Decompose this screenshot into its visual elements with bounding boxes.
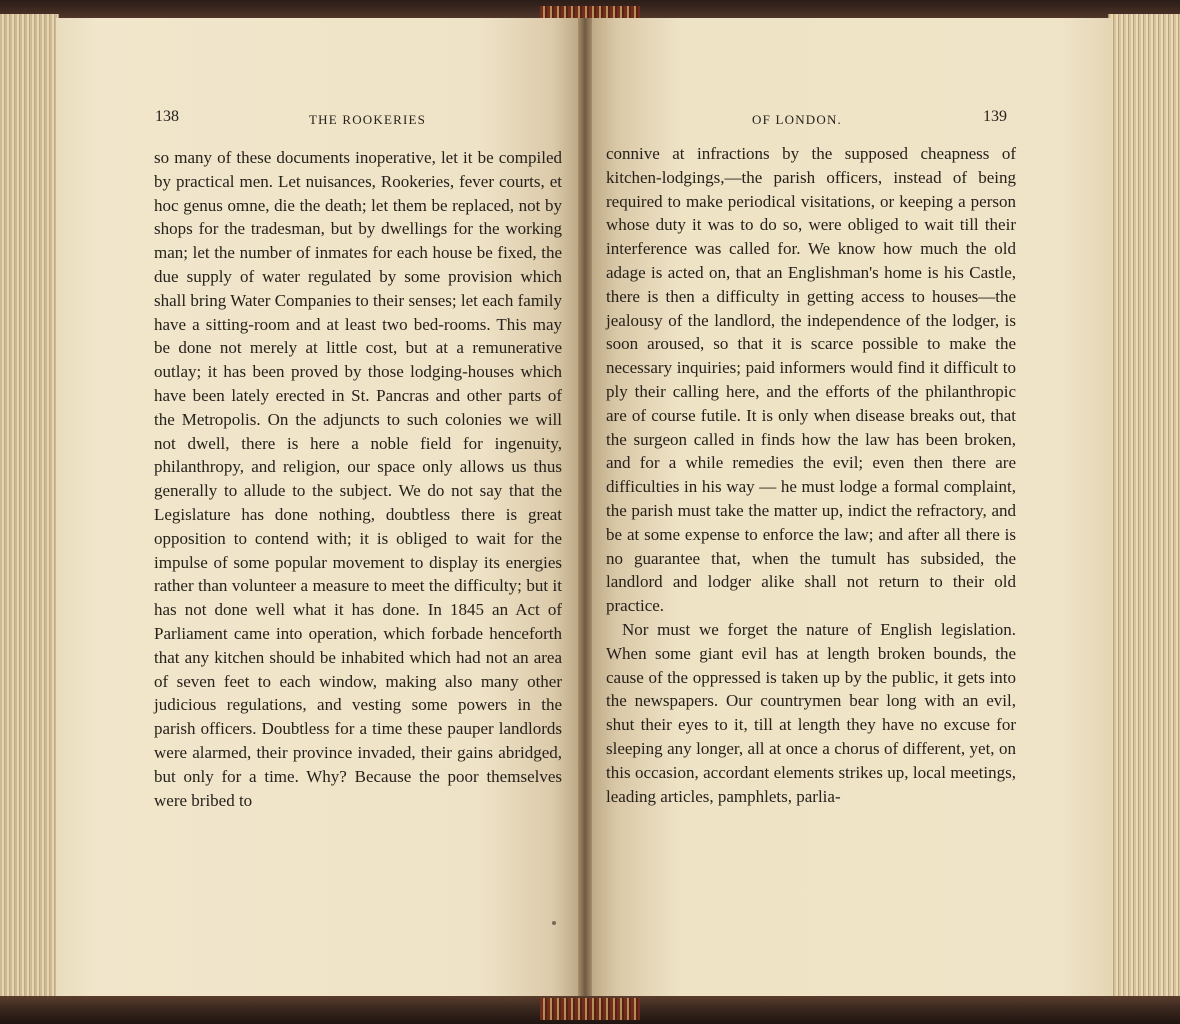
left-page [56,18,584,1004]
left-page-number: 138 [155,108,179,125]
right-running-head: OF LONDON. [752,112,842,127]
left-running-head: THE ROOKERIES [309,112,427,127]
ink-speck [552,921,556,925]
left-page-body [154,146,562,812]
right-page [586,18,1112,1004]
page-edges-right [1108,14,1180,1004]
headband-bottom [540,998,640,1020]
right-page-number: 139 [983,108,1007,125]
left-page-paragraph: so many of these documents inoperative, let it be compiled by practical men. Let nuisances, Rookeries, fever courts, et hoc genus omne, die the death; let them be replaced, not by shops for the tradesman, but by dwellings for the working man; let the number of inmates for each house be fixed, the due supply of water regulated by some provision which shall bring Water Companies to their senses; let each family have a sitting-room and at least two bed-rooms. This may be done not merely at little cost, but at a remunerative outlay; it has been proved by those lodging-houses which have been lately erected in St. Pancras and other parts of the Metropolis. On the adjuncts to such colonies we will not dwell, there is here a noble field for ingenuity, philanthropy, and religion, our space only allows us thus generally to allude to the subject. We do not say that the Legislature has done nothing, doubtless there is great opposition to contend with; it is obliged to wait for the impulse of some popular movement to display its energies rather than volunteer a measure to meet the difficulty; but it has not done well what it has done. In 1845 an Act of Parliament came into operation, which forbade henceforth that any kitchen should be inhabited which had not an area of seven feet to each window, making also many other judicious regulations, and vesting some powers in the parish officers. Doubtless for a time these pauper landlords were alarmed, their province invaded, their gains abridged, but only for a time. Why? Because the poor themselves were bribed to [154,148,562,810]
book-gutter [578,18,592,1004]
page-edges-left [0,14,59,1004]
right-page-body [606,142,1016,808]
right-page-paragraph-2: Nor must we forget the nature of English legislation. When some giant evil has at length broken bounds, the cause of the oppressed is taken up by the public, it gets into the newspapers. Our countrymen bear long with an evil, shut their eyes to it, till at length they have no excuse for sleeping any longer, all at once a chorus of different, yet, on this occasion, accordant elements strikes up, local meetings, leading articles, pamphlets, parlia- [606,619,1016,806]
right-page-paragraph-1: connive at infractions by the supposed cheapness of kitchen-lodgings,—the parish officers, instead of being required to make periodical visitations, or keeping a person whose duty it was to do so, were obliged to wait till their interference was called for. We know how much the old adage is acted on, that an Englishman's home is his Castle, there is then a difficulty in getting access to houses—the jealousy of the landlord, the independence of the lodger, is soon aroused, so that it is scarce possible to make the necessary inquiries; paid informers would find it difficult to ply their calling here, and the efforts of the philanthropic are of course futile. It is only when disease breaks out, that the surgeon called in finds how the law has been broken, and for a while remedies the evil; even then there are difficulties in his way — he must lodge a formal complaint, the parish must take the matter up, indict the refractory, and be at some expense to enforce the law; and after all there is no guarantee that, when the tumult has subsided, the landlord and lodger alike shall not return to their old practice. [606,144,1016,616]
